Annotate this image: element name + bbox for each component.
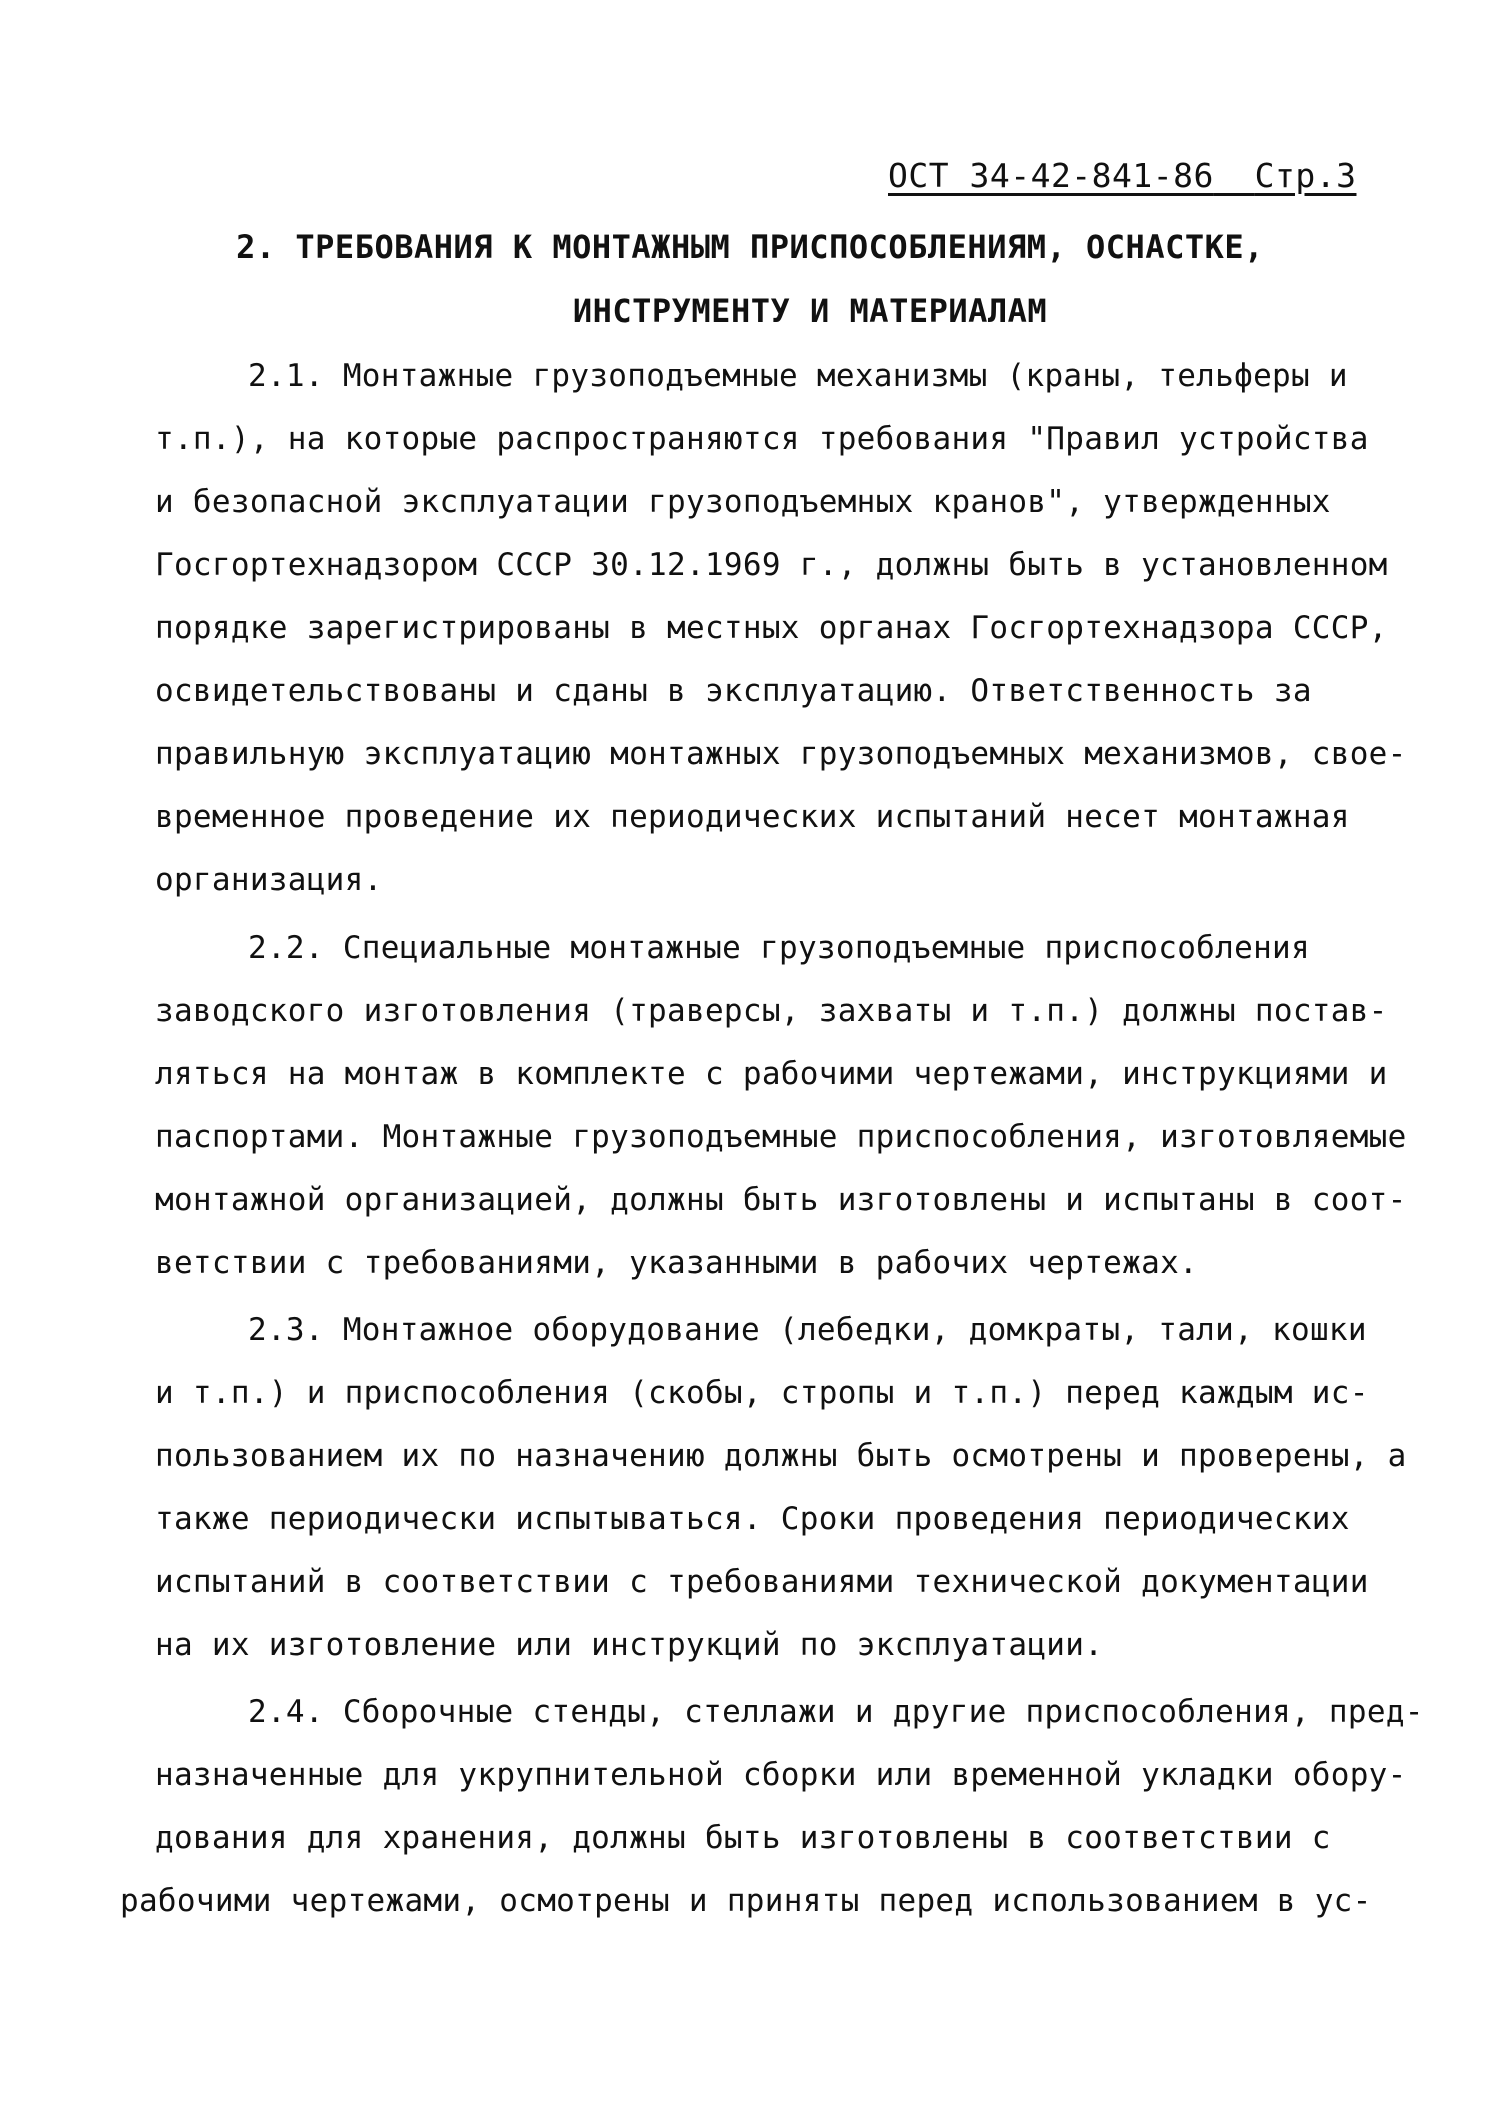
- text-line: паспортами. Монтажные грузоподъемные приспособления, изготовляемые: [155, 1119, 1407, 1155]
- text-line: 2.2. Специальные монтажные грузоподъемные приспособления: [248, 930, 1310, 966]
- text-line: порядке зарегистрированы в местных органах Госгортехнадзора СССР,: [155, 610, 1388, 646]
- page-number: Стр.3: [1254, 156, 1357, 195]
- text-line: 2.3. Монтажное оборудование (лебедки, домкраты, тали, кошки: [248, 1312, 1367, 1348]
- section-heading-line-2: ИНСТРУМЕНТУ И МАТЕРИАЛАМ: [572, 292, 1048, 330]
- text-line: и безопасной эксплуатации грузоподъемных кранов", утвержденных: [155, 484, 1331, 520]
- text-line: освидетельствованы и сданы в эксплуатацию. Ответственность за: [155, 673, 1312, 709]
- text-line: пользованием их по назначению должны быть осмотрены и проверены, а: [155, 1438, 1407, 1474]
- text-line: дования для хранения, должны быть изготовлены в соответствии с: [155, 1820, 1331, 1856]
- text-line: временное проведение их периодических испытаний несет монтажная: [155, 799, 1350, 835]
- text-line: т.п.), на которые распространяются требования "Правил устройства: [155, 421, 1369, 457]
- text-line: монтажной организацией, должны быть изготовлены и испытаны в соот-: [155, 1182, 1407, 1218]
- text-line: Госгортехнадзором СССР 30.12.1969 г., должны быть в установленном: [155, 547, 1388, 583]
- text-line: организация.: [155, 862, 383, 898]
- text-line: также периодически испытываться. Сроки проведения периодических: [155, 1501, 1350, 1537]
- text-line: ляться на монтаж в комплекте с рабочими чертежами, инструкциями и: [155, 1056, 1388, 1092]
- page-header: [888, 156, 1356, 195]
- text-line: правильную эксплуатацию монтажных грузоподъемных механизмов, свое-: [155, 736, 1407, 772]
- text-line: ветствии с требованиями, указанными в рабочих чертежах.: [155, 1245, 1198, 1281]
- text-line: 2.1. Монтажные грузоподъемные механизмы (краны, тельферы и: [248, 358, 1348, 394]
- text-line: рабочими чертежами, осмотрены и приняты перед использованием в ус-: [120, 1883, 1372, 1919]
- text-line: заводского изготовления (траверсы, захваты и т.п.) должны постав-: [155, 993, 1388, 1029]
- text-line: на их изготовление или инструкций по эксплуатации.: [155, 1627, 1104, 1663]
- text-line: и т.п.) и приспособления (скобы, стропы и т.п.) перед каждым ис-: [155, 1375, 1369, 1411]
- text-line: испытаний в соответствии с требованиями технической документации: [155, 1564, 1369, 1600]
- text-line: 2.4. Сборочные стенды, стеллажи и другие приспособления, пред-: [248, 1694, 1424, 1730]
- section-heading-line-1: 2. ТРЕБОВАНИЯ К МОНТАЖНЫМ ПРИСПОСОБЛЕНИЯМ, ОСНАСТКЕ,: [236, 228, 1264, 266]
- text-line: назначенные для укрупнительной сборки или временной укладки обору-: [155, 1757, 1407, 1793]
- document-code: ОСТ 34-42-841-86: [888, 156, 1214, 195]
